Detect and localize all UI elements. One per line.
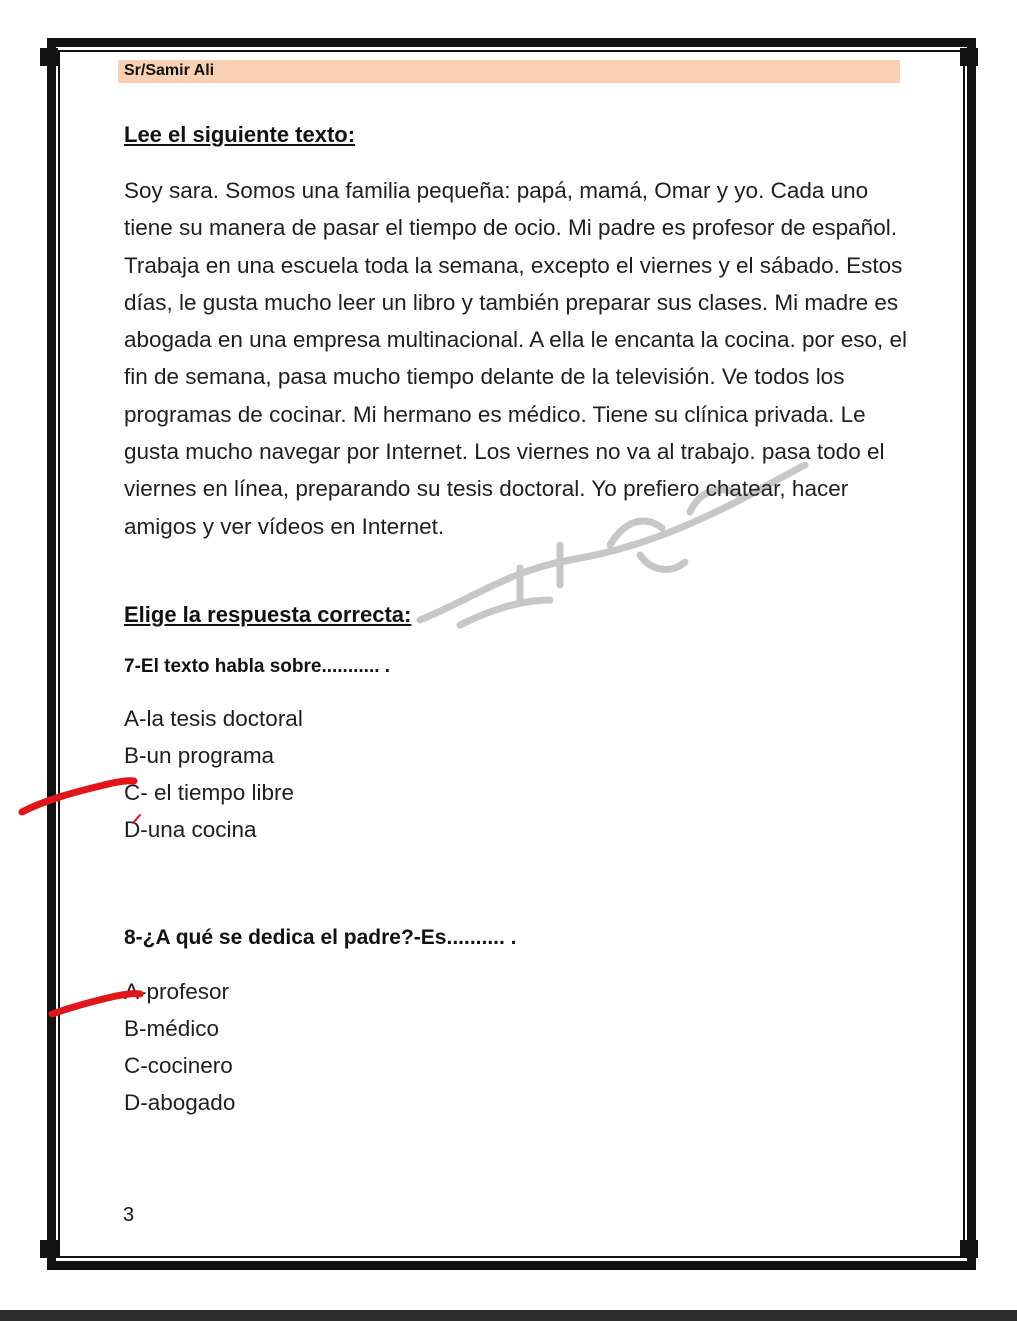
question-7-prompt: 7-El texto habla sobre........... . — [124, 656, 391, 677]
question-8-prompt: 8-¿A qué se dedica el padre?-Es.......... . — [124, 926, 517, 949]
option-a: A-profesor — [124, 979, 230, 1004]
question-8-options — [124, 973, 235, 1121]
option-d: D-abogado — [124, 1090, 236, 1115]
frame-corner — [40, 48, 58, 66]
option-c: C-cocinero — [124, 1053, 233, 1078]
option-b: B-un programa — [124, 743, 275, 768]
frame-corner — [960, 48, 978, 66]
exercise-title: Elige la respuesta correcta: — [124, 602, 412, 627]
reading-title: Lee el siguiente texto: — [124, 122, 356, 147]
window-bottom-edge — [0, 1310, 1017, 1321]
page-number: 3 — [123, 1204, 135, 1226]
option-d: D-una cocina — [124, 817, 257, 842]
option-c: C- el tiempo libre — [124, 780, 295, 805]
header-band — [118, 60, 900, 83]
option-b: B-médico — [124, 1016, 220, 1041]
author-name: Sr/Samir Ali — [124, 62, 215, 79]
frame-corner — [960, 1240, 978, 1258]
question-7-options — [124, 700, 303, 848]
option-a: A-la tesis doctoral — [124, 706, 303, 731]
frame-corner — [40, 1240, 58, 1258]
reading-passage: Soy sara. Somos una familia pequeña: papá, mamá, Omar y yo. Cada uno tiene su manera de pasar el tiempo de ocio. Mi padre es profesor de español. Trabaja en una escuela toda la semana, excepto el viernes y el sábado. Estos días, le gusta mucho leer un libro y también preparar sus clases. Mi madre es abogada en una empresa multinacional. A ella le encanta la cocina. por eso, el fin de semana, pasa mucho tiempo delante de la televisión. Ve todos los programas de cocinar. Mi hermano es médico. Tiene su clínica privada. Le gusta mucho navegar por Internet. Los viernes no va al trabajo. pasa todo el viernes en línea, preparando su tesis doctoral. Yo prefiero chatear, hacer amigos y ver vídeos en Internet. — [124, 178, 908, 539]
